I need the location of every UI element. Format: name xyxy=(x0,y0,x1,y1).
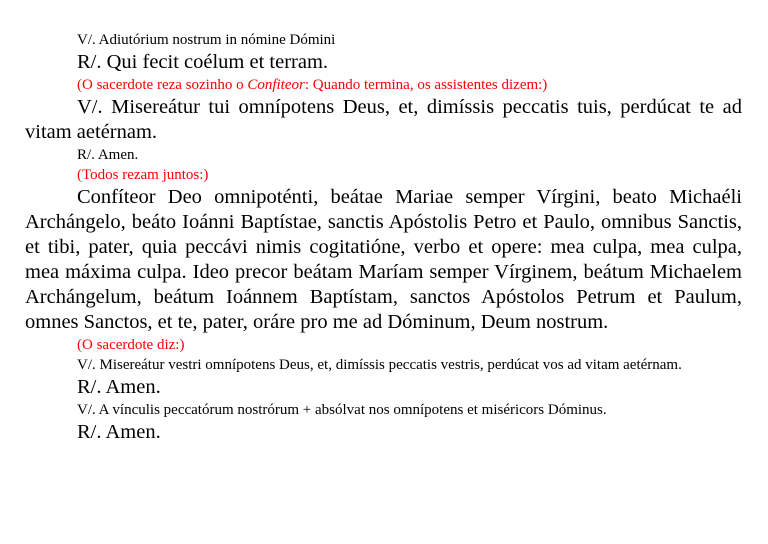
rubric-text-end: : Quando termina, os assistentes dizem:) xyxy=(304,77,548,93)
versicle-misereatur-tui: V/. Misereátur tui omnípotens Deus, et, dimíssis peccatis tuis, perdúcat te ad vitam aetérnam. xyxy=(25,96,742,143)
response-amen-3: R/. Amen. xyxy=(77,421,161,443)
response-amen-1: R/. Amen. xyxy=(77,147,139,163)
versicle-a-vinculis: V/. A vínculis peccatórum nostrórum + absólvat nos omnípotens et miséricors Dóminus. xyxy=(77,402,607,418)
confiteor-prayer: Confíteor Deo omnipoténti, beátae Mariae semper Vírgini, beato Michaéli Archángelo, beáto Ioánni Baptístae, sanctis Apóstolis Petro et Paulo, omnibus Sanctis, et tibi, pater, quia peccávi nimis cogitatióne, verbo et opere: mea culpa, mea culpa, mea máxima culpa. Ideo precor beátam Maríam semper Vírginem, beátum Michaelem Archángelum, beátum Ioánnem Baptístam, sanctos Apóstolos Petrum et Paulum, omnes Sanctos, et te, pater, oráre pro me ad Dóminum, Deum nostrum. xyxy=(25,186,742,333)
rubric-confiteor-italic: Confiteor xyxy=(247,77,305,93)
rubric-all-pray: (Todos rezam juntos:) xyxy=(77,167,209,183)
response-amen-2: R/. Amen. xyxy=(77,376,161,398)
rubric-priest-says: (O sacerdote diz:) xyxy=(77,337,185,353)
document-page xyxy=(25,30,742,445)
response-qui-fecit: R/. Qui fecit coélum et terram. xyxy=(77,51,329,73)
versicle-adiutorium: V/. Adiutórium nostrum in nómine Dómini xyxy=(77,32,336,48)
rubric-priest-alone xyxy=(25,75,742,95)
rubric-text-start: (O sacerdote reza sozinho o xyxy=(77,77,248,93)
versicle-misereatur-vestri: V/. Misereátur vestri omnípotens Deus, et, dimíssis peccatis vestris, perdúcat vos ad vitam aetérnam. xyxy=(77,357,682,373)
